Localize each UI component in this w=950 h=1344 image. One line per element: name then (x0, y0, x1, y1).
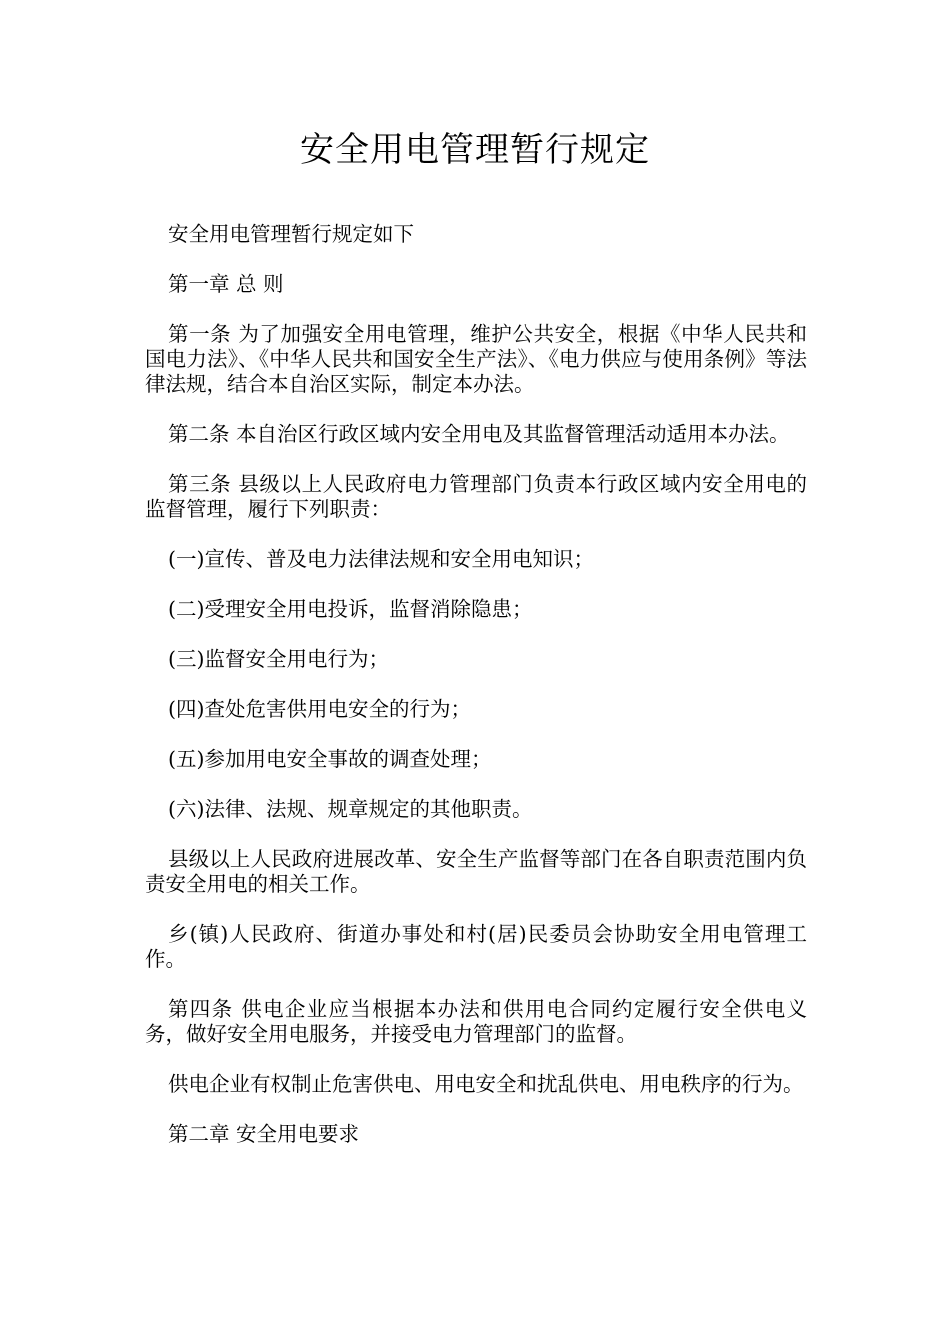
document-title: 安全用电管理暂行规定 (300, 130, 650, 170)
article-3-paragraph-3: 乡(镇)人民政府、街道办事处和村(居)民委员会协助安全用电管理工作。 (145, 922, 807, 971)
article-2: 第二条 本自治区行政区域内安全用电及其监督管理活动适用本办法。 (168, 422, 790, 446)
article-3-paragraph-2: 县级以上人民政府进展改革、安全生产监督等部门在各自职责范围内负责安全用电的相关工作。 (145, 847, 807, 896)
article-4: 第四条 供电企业应当根据本办法和供用电合同约定履行安全供电义务，做好安全用电服务，并接受电力管理部门的监督。 (145, 997, 807, 1046)
article-3-item-6: (六)法律、法规、规章规定的其他职责。 (168, 797, 533, 821)
article-3: 第三条 县级以上人民政府电力管理部门负责本行政区域内安全用电的监督管理，履行下列职责： (145, 472, 807, 521)
article-1: 第一条 为了加强安全用电管理，维护公共安全，根据《中华人民共和国电力法》、《中华人民共和国安全生产法》、《电力供应与使用条例》等法律法规，结合本自治区实际，制定本办法。 (145, 322, 807, 396)
article-4-paragraph-2: 供电企业有权制止危害供电、用电安全和扰乱供电、用电秩序的行为。 (168, 1072, 804, 1096)
chapter-heading-1: 第一章 总 则 (168, 272, 284, 296)
chapter-heading-2: 第二章 安全用电要求 (168, 1122, 360, 1146)
article-3-item-4: (四)查处危害供用电安全的行为； (168, 697, 471, 721)
article-3-item-5: (五)参加用电安全事故的调查处理； (168, 747, 492, 771)
document-body (145, 222, 807, 1172)
paragraph-intro: 安全用电管理暂行规定如下 (168, 222, 414, 246)
article-3-item-2: (二)受理安全用电投诉，监督消除隐患； (168, 597, 533, 621)
article-3-item-3: (三)监督安全用电行为； (168, 647, 389, 671)
article-3-item-1: (一)宣传、普及电力法律法规和安全用电知识； (168, 547, 594, 571)
